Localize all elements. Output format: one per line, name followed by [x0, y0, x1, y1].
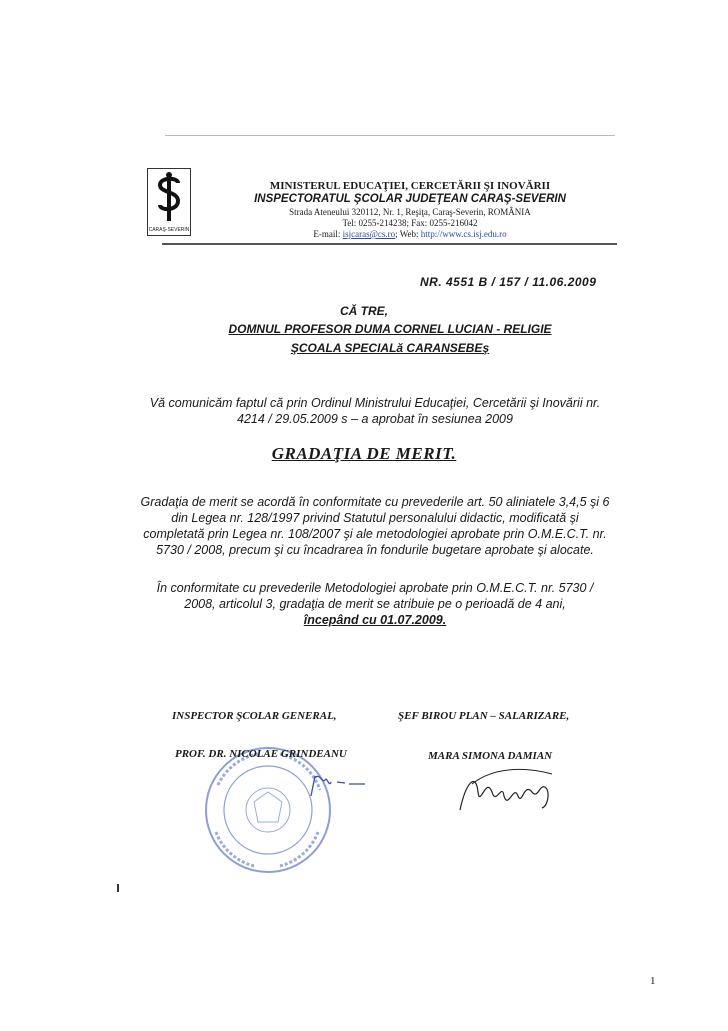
start-date-emphasis: începând cu 01.07.2009. [303, 613, 447, 627]
logo-caption: CARAŞ-SEVERIN [148, 227, 190, 233]
left-handwritten-signature [305, 770, 380, 800]
paragraph-methodology [140, 580, 610, 628]
right-signatory-name: MARA SIMONA DAMIAN [428, 750, 553, 762]
ministry-name: MINISTERUL EDUCAŢIEI, CERCETĂRII ŞI INOVĂRII [269, 180, 551, 192]
document-title: GRADAŢIA DE MERIT. [271, 444, 457, 463]
official-stamp [198, 740, 338, 880]
header-divider [162, 243, 617, 245]
right-handwritten-signature [452, 762, 562, 817]
page-number: 1 [650, 975, 656, 987]
left-signatory-title: INSPECTOR ŞCOLAR GENERAL, [172, 710, 337, 722]
paragraph-legal-basis: Gradaţia de merit se acordă în conformitate cu prevederile art. 50 aliniatele 3,4,5 şi 6 din Legea nr. 128/1997 privind Statutul personalului didactic, modificată şi completată prin Legea nr. 108/2007 şi ale metodologiei aprobate prin O.M.E.C.T. nr. 5730 / 2008, precum şi cu încadrarea în fondurile bugetare aprobate şi alocate. [140, 495, 610, 557]
top-rule [165, 135, 615, 136]
right-signatory-title: ŞEF BIROU PLAN – SALARIZARE, [398, 710, 570, 722]
contact-line [190, 229, 630, 239]
inspectorate-name: INSPECTORATUL ŞCOLAR JUDEŢEAN CARAŞ-SEVERIN [254, 193, 566, 205]
left-signatory-name: PROF. DR. NICOLAE GRINDEANU [175, 748, 347, 760]
address-line: Strada Ateneului 320112, Nr. 1, Reşiţa, Caraş-Severin, ROMÂNIA [289, 207, 531, 217]
email-label: E-mail: [313, 229, 343, 239]
recipient-school: ŞCOALA SPECIALă CARANSEBEş [290, 341, 490, 355]
recipient-name: DOMNUL PROFESOR DUMA CORNEL LUCIAN - RELIGIE [228, 322, 552, 336]
reference-number: NR. 4551 B / 157 / 11.06.2009 [420, 275, 597, 289]
email-link[interactable]: isjcaras@cs.ro [342, 229, 396, 239]
recipient-to: CĂ TRE, [340, 304, 388, 318]
phone-line: Tel: 0255-214238; Fax: 0255-216042 [342, 218, 478, 228]
web-link[interactable]: http://www.cs.isj.edu.ro [420, 229, 507, 239]
web-label: ; Web: [395, 229, 421, 239]
margin-mark [117, 884, 119, 892]
inspectorate-logo [147, 168, 191, 236]
paragraph-methodology-text: În conformitate cu prevederile Metodologiei aprobate prin O.M.E.C.T. nr. 5730 / 2008, articolul 3, gradaţia de merit se atribuie pe o perioadă de 4 ani, [156, 581, 594, 611]
paragraph-order: Vă comunicăm faptul că prin Ordinul Ministrului Educaţiei, Cercetării şi Inovării nr. 4214 / 29.05.2009 s – a aprobat în sesiunea 2009 [149, 396, 601, 426]
